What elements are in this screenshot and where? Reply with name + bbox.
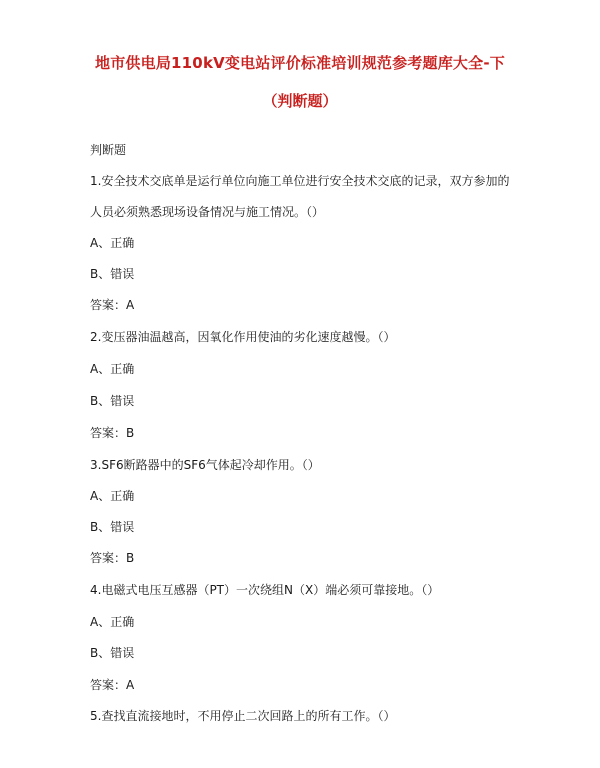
question-4-answer: 答案：A <box>90 678 135 692</box>
question-1-text-line2: 人员必须熟悉现场设备情况与施工情况。（） <box>90 205 325 219</box>
question-1-answer: 答案：A <box>90 298 135 312</box>
question-2-option-b: B、错误 <box>90 394 135 408</box>
question-3-option-b: B、错误 <box>90 520 135 534</box>
section-heading: 判断题 <box>90 143 127 157</box>
question-4-option-a: A、正确 <box>90 615 135 629</box>
document-title: 地市供电局110kV变电站评价标准培训规范参考题库大全-下 <box>95 54 505 72</box>
question-2-answer: 答案：B <box>90 426 135 440</box>
question-3-option-a: A、正确 <box>90 489 135 503</box>
question-4-text: 4.电磁式电压互感器（PT）一次绕组N（X）端必须可靠接地。（） <box>90 583 440 597</box>
question-1-option-b: B、错误 <box>90 267 135 281</box>
document-subtitle: （判断题） <box>262 92 338 110</box>
question-4-option-b: B、错误 <box>90 646 135 660</box>
question-5-text: 5.查找直流接地时，不用停止二次回路上的所有工作。（） <box>90 709 396 723</box>
question-1-text-line1: 1.安全技术交底单是运行单位向施工单位进行安全技术交底的记录，双方参加的 <box>90 174 510 188</box>
question-3-answer: 答案：B <box>90 551 135 565</box>
question-3-text: 3.SF6断路器中的SF6气体起冷却作用。（） <box>90 458 320 472</box>
question-2-text: 2.变压器油温越高，因氧化作用使油的劣化速度越慢。（） <box>90 330 396 344</box>
question-1-option-a: A、正确 <box>90 236 135 250</box>
question-2-option-a: A、正确 <box>90 362 135 376</box>
